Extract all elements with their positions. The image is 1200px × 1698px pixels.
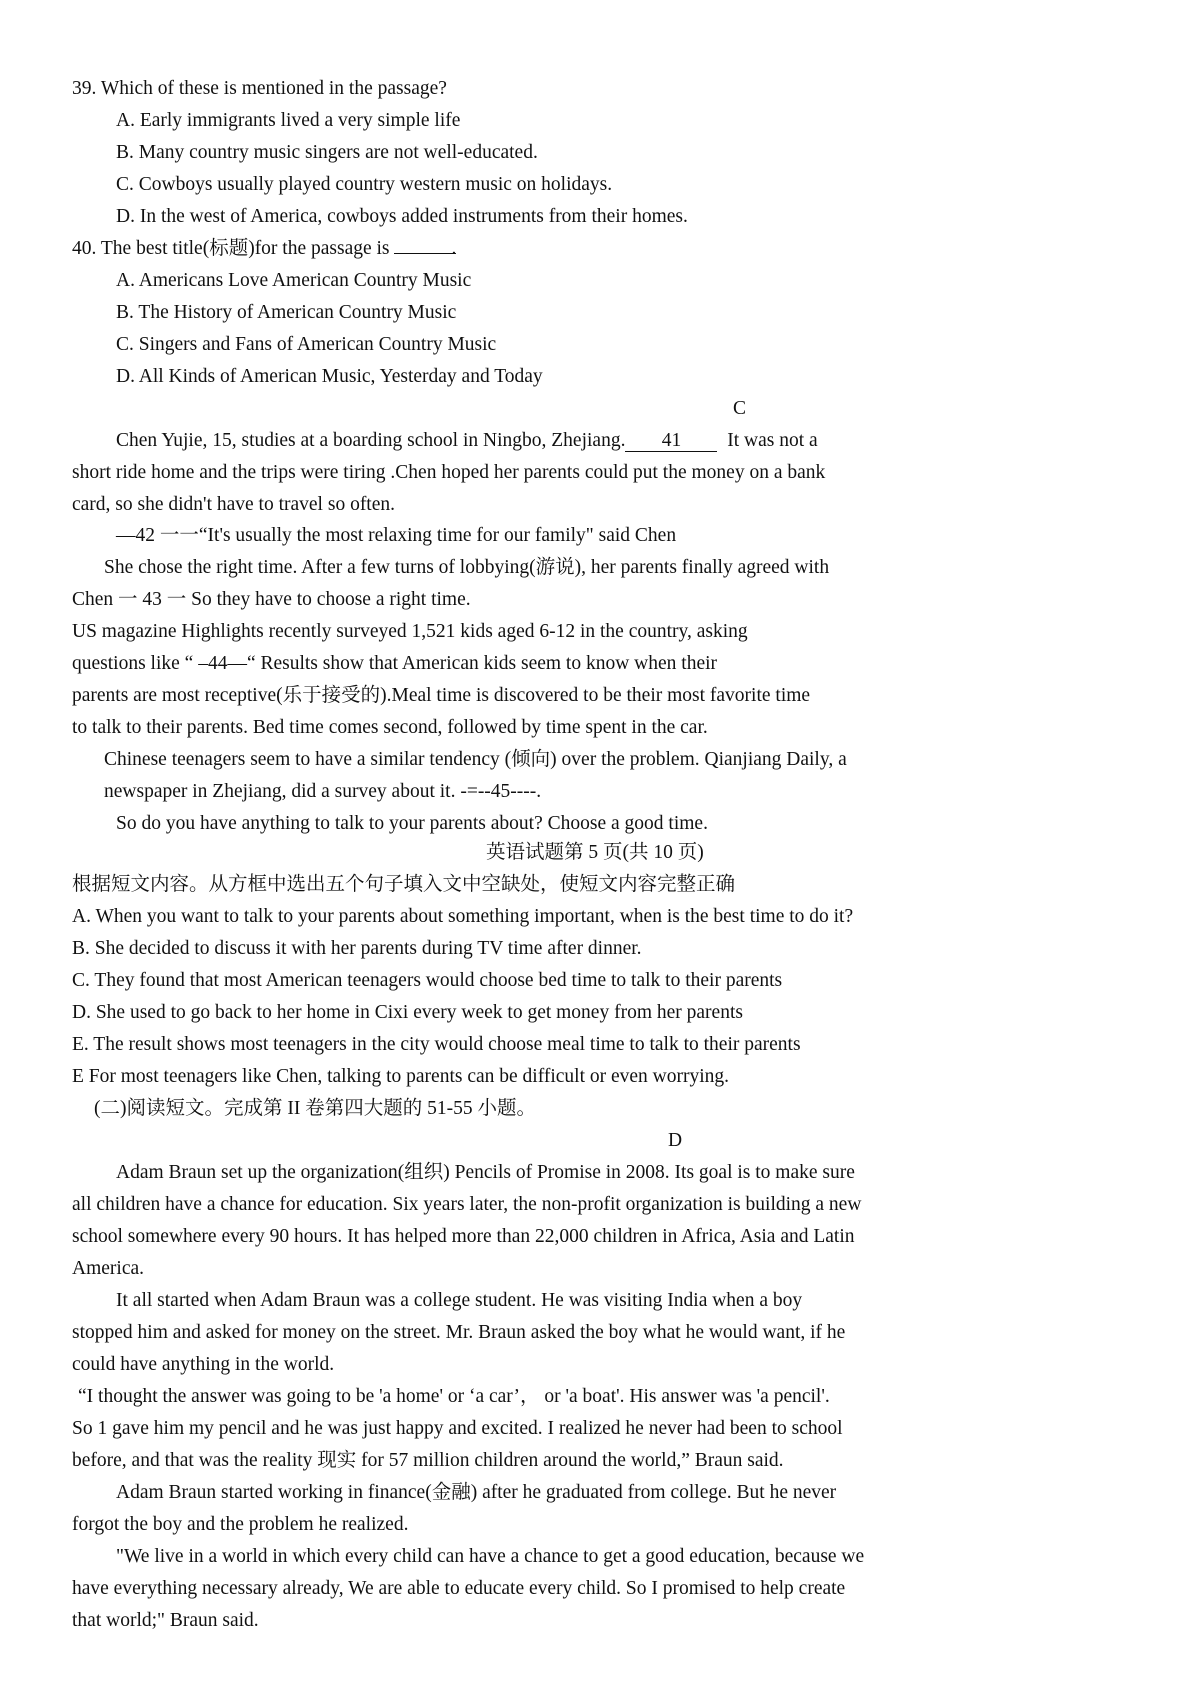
passage-c-line: to talk to their parents. Bed time comes second, followed by time spent in the car.: [72, 717, 708, 738]
question-40-stem-text: 40. The best title(标题)for the passage is: [72, 238, 390, 259]
passage-c-line: parents are most receptive(乐于接受的).Meal time is discovered to be their most favorite time: [72, 685, 811, 706]
passage-c-line: So do you have anything to talk to your parents about? Choose a good time.: [116, 813, 708, 834]
passage-d-line: before, and that was the reality 现实 for 57 million children around the world,” Braun said.: [72, 1450, 784, 1471]
section-heading: (二)阅读短文。完成第 II 卷第四大题的 51-55 小题。: [94, 1098, 536, 1119]
passage-d-line: America.: [72, 1258, 145, 1279]
passage-d-line: Adam Braun started working in finance(金融) after he graduated from college. But he never: [116, 1482, 837, 1503]
passage-c-line: [116, 429, 818, 453]
question-40-option-c: C. Singers and Fans of American Country Music: [116, 334, 497, 355]
question-40-stem: [72, 237, 456, 261]
passage-d-line: that world;" Braun said.: [72, 1610, 259, 1631]
choice-e: E. The result shows most teenagers in the city would choose meal time to talk to their parents: [72, 1034, 801, 1055]
passage-d-line: stopped him and asked for money on the street. Mr. Braun asked the boy what he would want, if he: [72, 1322, 846, 1343]
question-39-option-b: B. Many country music singers are not well-educated.: [116, 142, 538, 163]
passage-c-text: Chen Yujie, 15, studies at a boarding school in Ningbo, Zhejiang.: [116, 430, 626, 451]
passage-c-line: newspaper in Zhejiang, did a survey about it. -=--45----.: [104, 781, 542, 802]
passage-d-line: So 1 gave him my pencil and he was just happy and excited. I realized he never had been to school: [72, 1418, 843, 1439]
passage-c-line: questions like “ –44—“ Results show that American kids seem to know when their: [72, 653, 718, 674]
passage-d-line: have everything necessary already, We are able to educate every child. So I promised to help create: [72, 1578, 846, 1599]
passage-d-line: "We live in a world in which every child can have a chance to get a good education, because we: [116, 1546, 865, 1567]
choice-a: A. When you want to talk to your parents about something important, when is the best time to do it?: [72, 906, 854, 927]
question-39-stem: 39. Which of these is mentioned in the passage?: [72, 78, 447, 99]
blank-period: .: [451, 238, 457, 259]
answer-blank: [394, 237, 457, 259]
passage-d-heading: D: [668, 1130, 683, 1151]
passage-d-line: school somewhere every 90 hours. It has helped more than 22,000 children in Africa, Asia and Latin: [72, 1226, 855, 1247]
passage-d-line: Adam Braun set up the organization(组织) Pencils of Promise in 2008. Its goal is to make sure: [116, 1162, 855, 1183]
passage-c-line: short ride home and the trips were tiring .Chen hoped her parents could put the money on a bank: [72, 462, 826, 483]
passage-c-line: Chen 一 43 一 So they have to choose a right time.: [72, 589, 471, 610]
choice-d: D. She used to go back to her home in Cixi every week to get money from her parents: [72, 1002, 743, 1023]
passage-d-line: “I thought the answer was going to be 'a home' or ‘a car’， or 'a boat'. His answer was 'a pencil'.: [78, 1386, 830, 1407]
passage-d-line: all children have a chance for education. Six years later, the non-profit organization is building a new: [72, 1194, 862, 1215]
choice-f: E For most teenagers like Chen, talking to parents can be difficult or even worrying.: [72, 1066, 730, 1087]
question-39-option-c: C. Cowboys usually played country western music on holidays.: [116, 174, 613, 195]
instructions: 根据短文内容。从方框中选出五个句子填入文中空缺处，使短文内容完整正确: [72, 874, 736, 895]
question-39-option-a: A. Early immigrants lived a very simple life: [116, 110, 461, 131]
passage-c-line: She chose the right time. After a few turns of lobbying(游说), her parents finally agreed with: [104, 557, 830, 578]
question-39-option-d: D. In the west of America, cowboys added instruments from their homes.: [116, 206, 688, 227]
passage-d-line: forgot the boy and the problem he realized.: [72, 1514, 409, 1535]
passage-c-line: —42 一一“It's usually the most relaxing time for our family" said Chen: [116, 525, 677, 546]
question-40-option-a: A. Americans Love American Country Music: [116, 270, 472, 291]
passage-c-line: US magazine Highlights recently surveyed 1,521 kids aged 6-12 in the country, asking: [72, 621, 748, 642]
question-40-option-b: B. The History of American Country Music: [116, 302, 457, 323]
passage-d-line: It all started when Adam Braun was a college student. He was visiting India when a boy: [116, 1290, 803, 1311]
passage-c-text: It was not a: [727, 430, 818, 451]
question-40-option-d: D. All Kinds of American Music, Yesterday and Today: [116, 366, 543, 387]
choice-c: C. They found that most American teenagers would choose bed time to talk to their parents: [72, 970, 783, 991]
blank-41: 41: [625, 431, 717, 452]
passage-c-line: card, so she didn't have to travel so often.: [72, 494, 396, 515]
choice-b: B. She decided to discuss it with her parents during TV time after dinner.: [72, 938, 642, 959]
passage-c-heading: C: [733, 398, 747, 419]
passage-d-line: could have anything in the world.: [72, 1354, 335, 1375]
page-footer: 英语试题第 5 页(共 10 页): [486, 842, 704, 863]
passage-c-line: Chinese teenagers seem to have a similar tendency (倾向) over the problem. Qianjiang Daily, a: [104, 749, 847, 770]
